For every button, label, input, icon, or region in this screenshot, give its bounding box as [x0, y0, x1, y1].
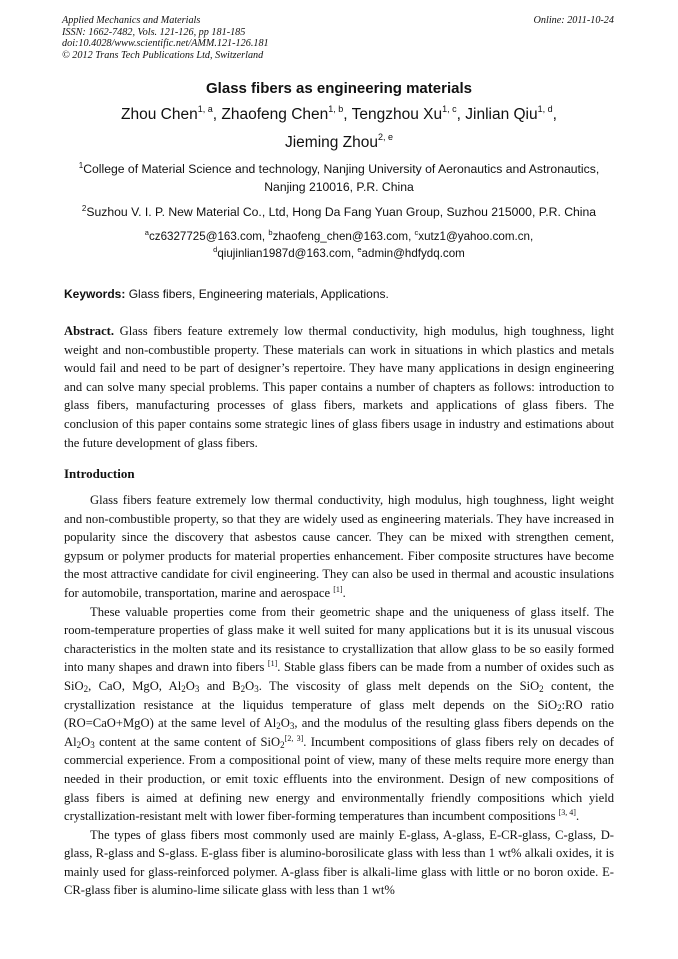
paragraph-text: These valuable properties come from their geometric shape and the uniqueness of glass itself. The room-temperature properties of glass make it well suited for many applications but it is its unusual viscous characteristics in the molten state and its resistance to crystallization that allow glass to be so easily formed into many shapes and drawn into fibers — [64, 604, 614, 675]
paragraph-text: , CaO, MgO, Al — [88, 678, 182, 693]
author-sep: , — [552, 106, 557, 123]
email-list — [0, 228, 678, 262]
paragraph-text: . Stable glass fibers can be made from a number of oxides such as SiO — [64, 660, 614, 693]
subscript: 2 — [276, 721, 281, 732]
citation: [1] — [267, 659, 278, 669]
affiliation-num: 1 — [78, 161, 84, 170]
keywords-text: Glass fibers, Engineering materials, Applications. — [125, 287, 389, 301]
author-sup: 1, c — [442, 104, 457, 114]
paragraph-text: O — [81, 734, 91, 749]
email-address: cz6327725@163.com, — [148, 230, 269, 243]
subscript: 2 — [280, 739, 285, 750]
paragraph-text: , and the modulus of the resulting glass fibers depends on the Al — [64, 716, 614, 749]
email-sup: c — [414, 228, 419, 237]
subscript: 2 — [83, 683, 89, 694]
paragraph-text: . The viscosity of glass melt depends on the SiO — [258, 678, 540, 693]
subscript: 2 — [76, 739, 82, 750]
paragraph-text: Glass fibers feature extremely low thermal conductivity, high modulus, high toughness, light weight and non-combustible property, so that they are widely used as engineering materials. They have increased in popularity since the discovery that asbestos cause cancer. They can be mixed with strengthen cement, gypsum or polymer products for material properties enhancement. Fiber composite structures have become the most attractive candidate for civil engineering. They can also be used in thermal and acoustic insulations for automobile, transportation, marine and aerospace — [64, 493, 614, 600]
paragraph — [64, 603, 614, 826]
paragraph — [64, 491, 614, 603]
affiliation-text: Suzhou V. I. P. New Material Co., Ltd, Hong Da Fang Yuan Group, Suzhou 215000, P.R. China — [86, 205, 597, 219]
paragraph — [64, 826, 614, 900]
journal-header — [62, 15, 269, 61]
author-name: Zhaofeng Chen — [221, 106, 329, 123]
paragraph-text: . — [342, 585, 346, 600]
author-name: Tengzhou Xu — [351, 106, 443, 123]
paragraph-text: . — [575, 809, 580, 824]
paragraph-text: and B — [199, 678, 241, 693]
abstract — [64, 322, 614, 452]
subscript: 3 — [254, 683, 259, 694]
affiliation-2 — [50, 203, 628, 221]
abstract-label: Abstract. — [64, 324, 115, 338]
author-name: Jieming Zhou — [284, 134, 379, 151]
subscript: 2 — [539, 683, 544, 694]
keywords-label: Keywords: — [64, 287, 126, 301]
subscript: 3 — [289, 721, 295, 732]
email-sup: d — [213, 245, 218, 254]
paragraph-text: O — [280, 716, 290, 731]
doi-line: doi:10.4028/www.scientific.net/AMM.121-126.181 — [62, 38, 269, 50]
journal-name: Applied Mechanics and Materials — [62, 15, 201, 26]
email-address: admin@hdfydq.com — [361, 247, 465, 260]
paragraph-text: content, the crystallization resistance at the liquidus temperature of glass melt depends on the SiO — [64, 678, 614, 712]
introduction-body — [64, 491, 614, 900]
email-sup: a — [144, 228, 149, 237]
email-sup: b — [268, 228, 273, 237]
keywords — [64, 287, 389, 301]
affiliation-1 — [50, 160, 628, 196]
author-sup: 2, e — [378, 132, 394, 142]
email-sup: e — [357, 245, 362, 254]
subscript: 3 — [194, 683, 200, 694]
citation: [3, 4] — [558, 808, 576, 818]
author-sup: 1, d — [537, 104, 553, 114]
paragraph-text: :RO ratio (RO=CaO+MgO) at the same level of Al — [64, 697, 614, 731]
author-sup: 1, a — [197, 104, 213, 114]
affiliation-num: 2 — [81, 204, 87, 213]
subscript: 2 — [181, 683, 186, 694]
affiliation-text: Nanjing 210016, P.R. China — [264, 180, 414, 194]
issn-line: ISSN: 1662-7482, Vols. 121-126, pp 181-185 — [62, 26, 246, 38]
paragraph-text: O — [245, 678, 255, 693]
paragraph-text: content at the same content of SiO — [94, 734, 281, 749]
email-address: zhaofeng_chen@163.com, — [272, 230, 415, 243]
paragraph-text: The types of glass fibers most commonly used are mainly E-glass, A-glass, E-CR-glass, C-glass, D-glass, R-glass and S-glass. E-glass fiber is alumino-borosilicate glass with less than 1 wt% alkali oxides, it is mainly used for glass-reinforced polymer. A-glass fiber is alkali-lime glass with little or no boron oxide. E-CR-glass fiber is alumino-lime silicate glass with less than 1 wt% — [64, 827, 614, 898]
citation: [2, 3] — [284, 733, 304, 743]
abstract-text: Glass fibers feature extremely low thermal conductivity, high modulus, high toughness, light weight and non-combustible property. These materials can work in situations in which plastics and metals would fail and need to be part of designer’s repertoire. They have many applications in design engineering and can solve many special problems. This paper contains a number of chapters as follows: introduction to glass fibers, manufacturing processes of glass fibers, markets and applications of glass fibers. The conclusion of this paper contains some strategic lines of glass fibers usage in industry and estimations about the future development of glass fibers. — [64, 324, 614, 450]
author-sup: 1, b — [328, 104, 344, 114]
paragraph-text: . Incumbent compositions of glass fibers rely on decades of commercial experience. From a compositional point of view, many of these melts require more energy than needed in their production, or emit toxic effluents into the environment. Design of new compositions of glass fibers is aimed at defining new energy and environmentally friendly compositions which yield crystallization-resistant melt with lower fiber-forming temperatures than incumbent compositions — [64, 734, 614, 824]
copyright-line: © 2012 Trans Tech Publications Ltd, Switzerland — [62, 49, 264, 61]
section-heading: Introduction — [64, 466, 135, 481]
author-sep: , — [212, 106, 222, 123]
subscript: 3 — [90, 739, 95, 750]
affiliation-text: College of Material Science and technology, Nanjing University of Aeronautics and Astronautics, — [83, 162, 600, 176]
author-sep: , — [343, 106, 352, 123]
paper-title: Glass fibers as engineering materials — [206, 80, 472, 97]
online-date: Online: 2011-10-24 — [533, 15, 614, 26]
email-address: qiujinlian1987d@163.com, — [217, 247, 358, 260]
subscript: 2 — [240, 683, 246, 694]
citation: [1] — [333, 584, 343, 594]
author-name: Zhou Chen — [121, 106, 198, 123]
paragraph-text: O — [185, 678, 195, 693]
email-address: xutz1@yahoo.com.cn, — [418, 230, 534, 243]
author-list — [40, 101, 638, 157]
author-sep: , — [456, 106, 466, 123]
subscript: 2 — [557, 702, 562, 713]
author-name: Jinlian Qiu — [465, 106, 538, 123]
